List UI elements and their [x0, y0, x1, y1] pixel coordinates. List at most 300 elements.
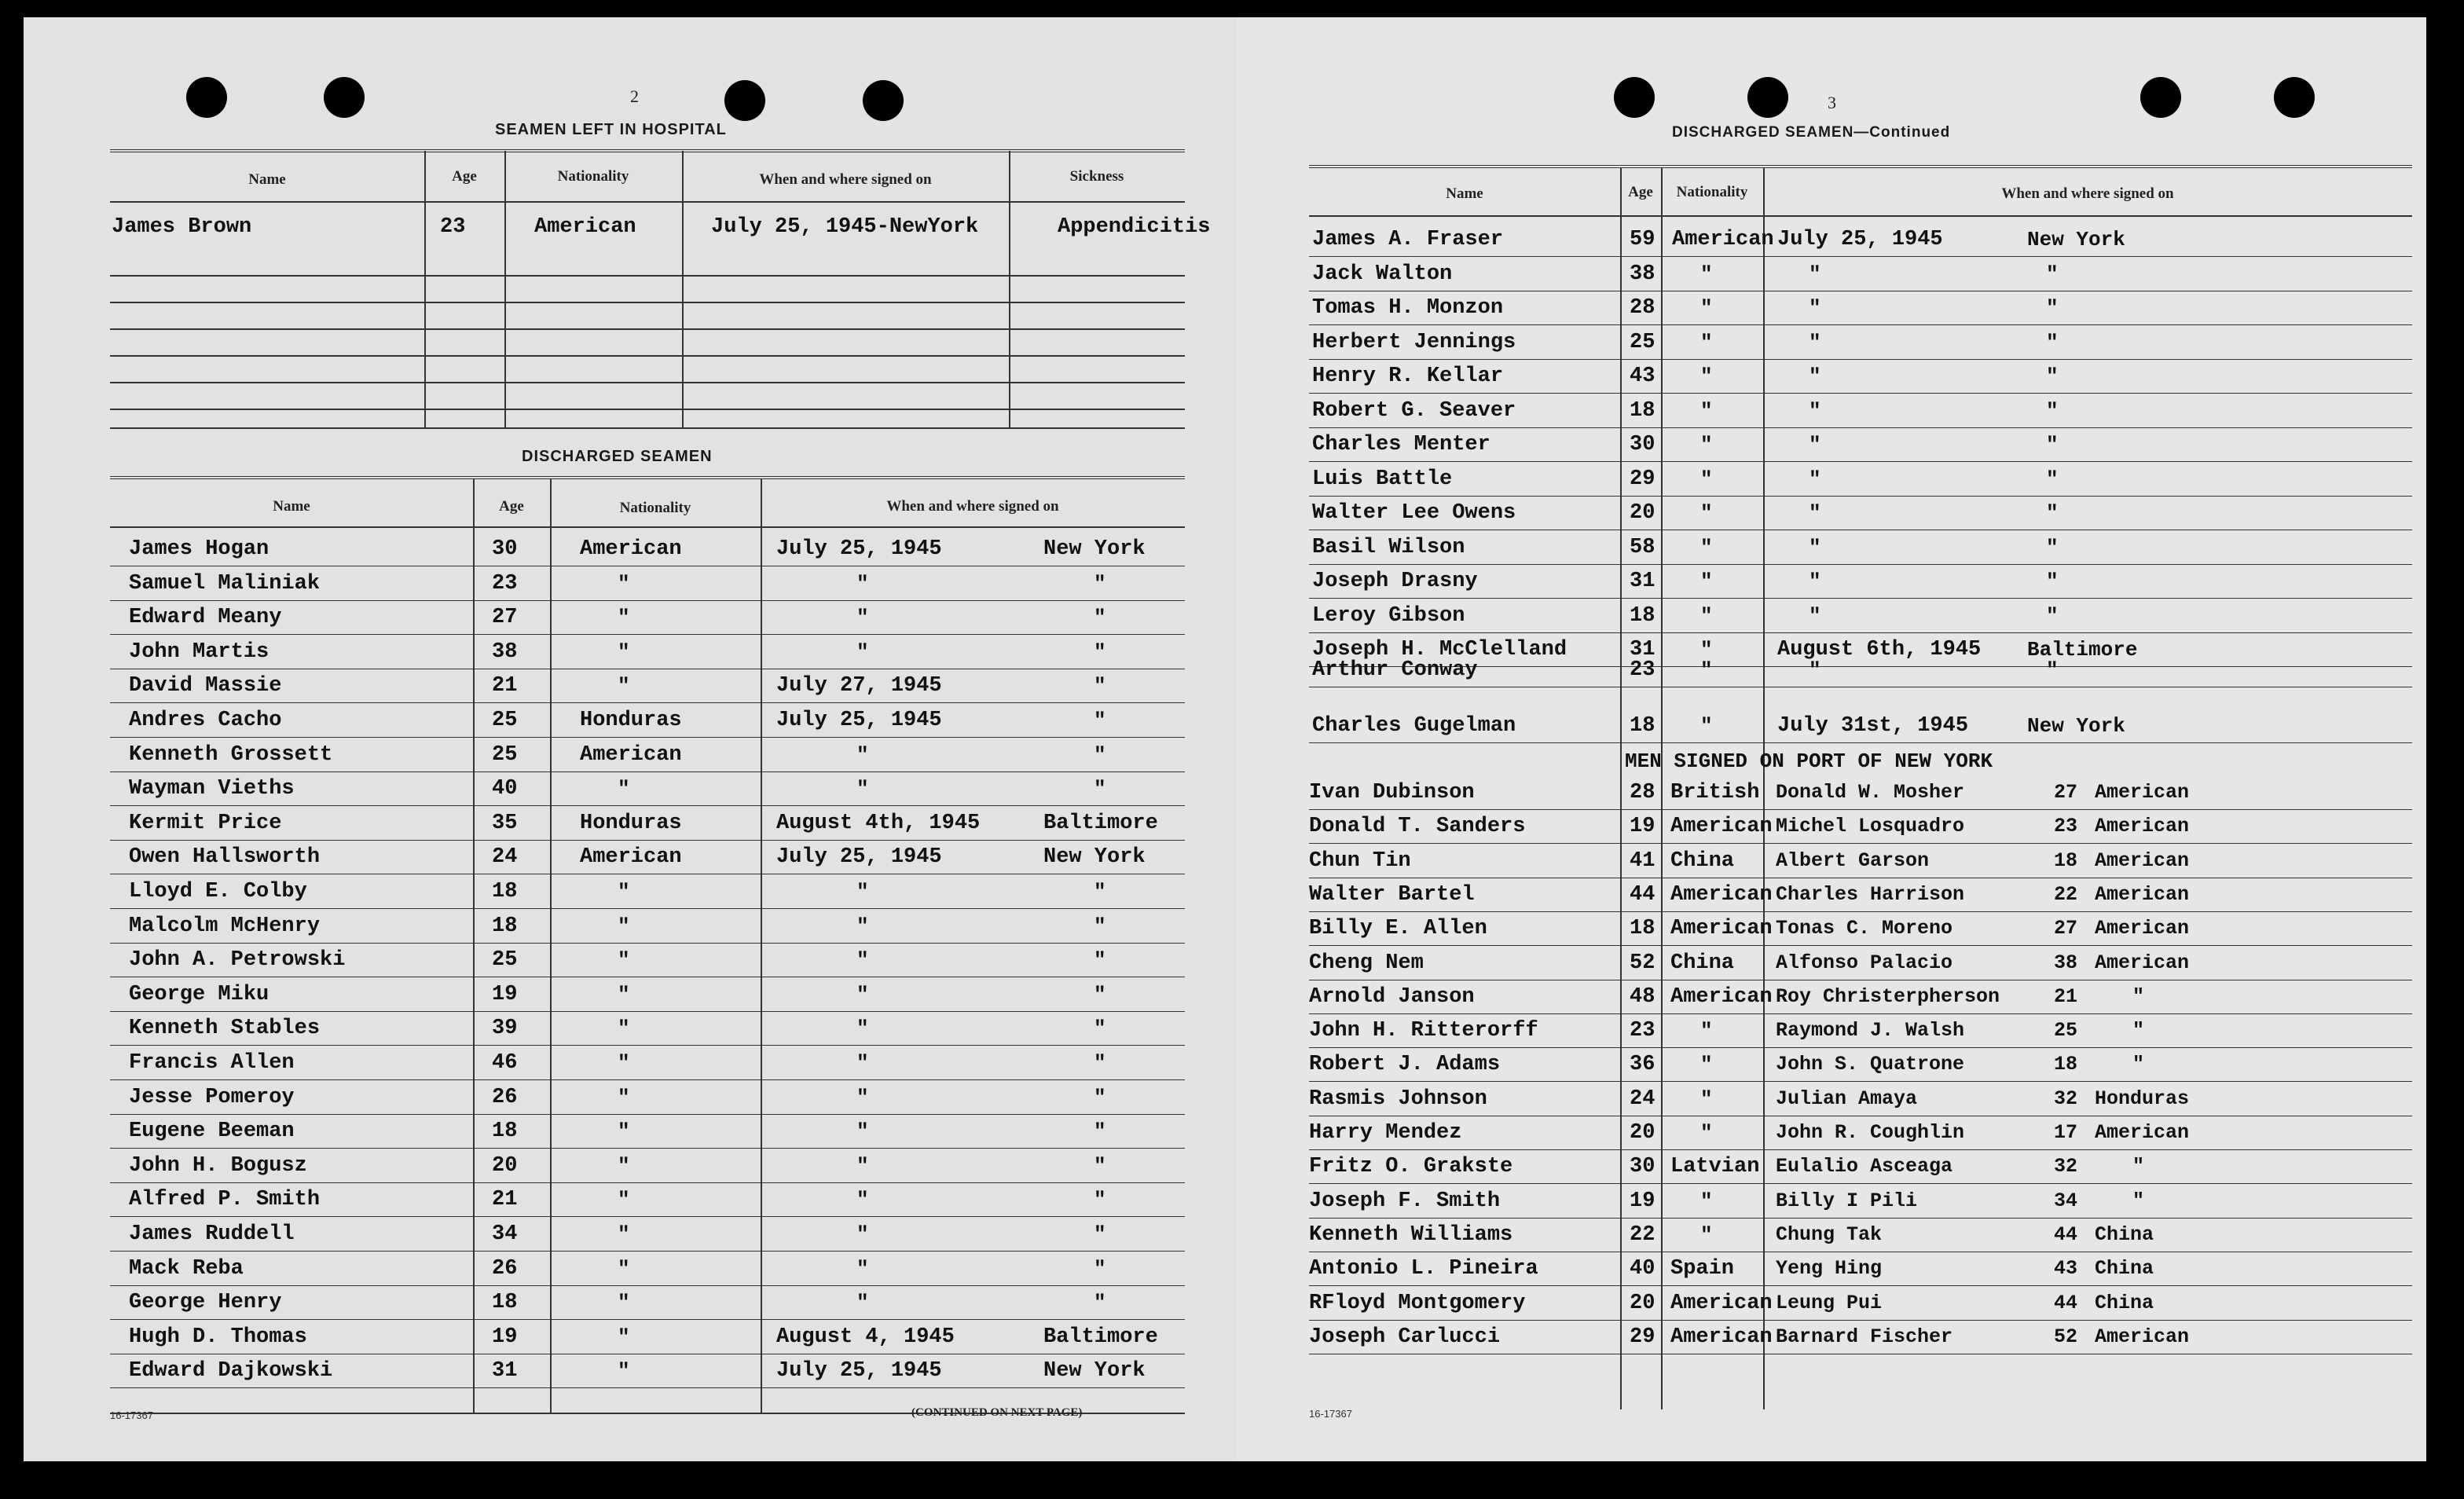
- signed-on-date: July 27, 1945: [776, 674, 942, 698]
- replacement-nationality: ": [2132, 1189, 2145, 1212]
- seaman-nationality: American: [1672, 228, 1774, 251]
- seaman-nationality: ": [618, 640, 630, 664]
- seaman-nationality: ": [1700, 1223, 1713, 1247]
- signed-on-port: ": [2046, 296, 2059, 320]
- replacement-age: 22: [2054, 883, 2078, 906]
- seaman-nationality: ": [618, 880, 630, 903]
- signed-on-port: ": [1094, 948, 1106, 972]
- replacement-age: 18: [2054, 849, 2078, 872]
- table-column-line: [550, 479, 552, 1414]
- replacement-nationality: American: [2095, 951, 2190, 974]
- row-rule: [110, 1011, 1185, 1012]
- replacement-name: Alfonso Palacio: [1776, 951, 1953, 974]
- punch-hole: [724, 80, 765, 121]
- signed-on-date: ": [856, 1154, 869, 1178]
- signed-on-date: ": [856, 1086, 869, 1109]
- seaman-name: Joseph H. McClelland: [1312, 638, 1568, 662]
- replacement-age: 44: [2054, 1223, 2078, 1246]
- seaman-name: John A. Petrowski: [129, 948, 346, 972]
- seaman-nationality: ": [618, 777, 630, 801]
- row-rule: [110, 840, 1185, 841]
- seaman-nationality: ": [1700, 399, 1713, 423]
- replacement-name: Barnard Fischer: [1776, 1325, 1953, 1348]
- signed-on-port: ": [2046, 399, 2059, 423]
- hospital-sickness: Appendicitis: [1058, 215, 1211, 239]
- seaman-age: 35: [492, 812, 518, 835]
- seaman-nationality: ": [1700, 1053, 1713, 1076]
- seaman-nationality: ": [618, 1291, 630, 1314]
- column-header-age: Age: [452, 168, 477, 185]
- seaman-name: Robert G. Seaver: [1312, 399, 1516, 423]
- row-rule: [1309, 1183, 2412, 1184]
- replacement-age: 21: [2054, 985, 2078, 1008]
- row-rule: [1309, 427, 2412, 428]
- seaman-nationality: ": [1700, 658, 1713, 682]
- seaman-nationality: ": [1700, 1189, 1713, 1213]
- replacement-age: 43: [2054, 1257, 2078, 1280]
- replacement-name: Chung Tak: [1776, 1223, 1883, 1246]
- replacement-nationality: ": [2132, 985, 2145, 1008]
- signed-on-port: ": [2046, 604, 2059, 628]
- signed-on-date: August 4, 1945: [776, 1325, 955, 1349]
- signed-on-port: ": [2046, 365, 2059, 388]
- left-page: [24, 17, 1237, 1461]
- replacement-nationality: American: [2095, 781, 2190, 804]
- row-rule: [1309, 1047, 2412, 1048]
- signed-on-date: July 25, 1945: [776, 709, 942, 732]
- seaman-nationality: ": [618, 674, 630, 698]
- seaman-age: 38: [492, 640, 518, 664]
- row-rule: [110, 737, 1185, 738]
- signed-on-port: ": [1094, 640, 1106, 664]
- column-header-signed-on: When and where signed on: [2001, 185, 2174, 202]
- seaman-nationality: ": [618, 1051, 630, 1075]
- table-column-line: [1009, 151, 1010, 429]
- replacement-name: Yeng Hing: [1776, 1257, 1883, 1280]
- table-column-line: [1620, 168, 1622, 1409]
- table-rule: [110, 328, 1185, 330]
- row-rule: [1309, 742, 2412, 743]
- seaman-name: RFloyd Montgomery: [1309, 1292, 1526, 1315]
- table-column-line: [761, 479, 762, 1414]
- seaman-name: John H. Bogusz: [129, 1154, 307, 1178]
- punch-hole: [2140, 77, 2181, 118]
- hospital-section-title: SEAMEN LEFT IN HOSPITAL: [495, 121, 727, 138]
- seaman-name: Kenneth Stables: [129, 1017, 321, 1040]
- seaman-age: 24: [1630, 1087, 1656, 1111]
- seaman-name: Robert J. Adams: [1309, 1053, 1501, 1076]
- seaman-age: 25: [492, 709, 518, 732]
- seaman-age: 18: [1630, 917, 1656, 940]
- row-rule: [1309, 632, 2412, 633]
- table-rule: [1309, 215, 2412, 217]
- seaman-age: 18: [492, 914, 518, 938]
- signed-on-date: ": [1809, 604, 1821, 628]
- row-rule: [1309, 256, 2412, 257]
- seaman-age: 18: [1630, 399, 1656, 423]
- signed-on-port: ": [2046, 262, 2059, 286]
- table-rule: [110, 149, 1185, 152]
- seaman-nationality: ": [618, 1188, 630, 1211]
- replacement-nationality: ": [2132, 1019, 2145, 1042]
- row-rule: [1309, 564, 2412, 565]
- seaman-nationality: ": [1700, 467, 1713, 491]
- signed-on-date: ": [856, 1222, 869, 1246]
- seaman-nationality: American: [1670, 985, 1773, 1009]
- signed-on-date: ": [1809, 296, 1821, 320]
- row-rule: [1309, 1285, 2412, 1286]
- punch-hole: [1614, 77, 1655, 118]
- replacement-nationality: ": [2132, 1155, 2145, 1178]
- seaman-nationality: ": [618, 1017, 630, 1040]
- replacement-age: 27: [2054, 781, 2078, 804]
- seaman-name: Joseph Drasny: [1312, 570, 1478, 593]
- seaman-name: Tomas H. Monzon: [1312, 296, 1504, 320]
- row-rule: [110, 771, 1185, 772]
- table-column-line: [504, 151, 506, 429]
- seaman-name: Samuel Maliniak: [129, 572, 321, 596]
- seaman-name: Herbert Jennings: [1312, 331, 1516, 354]
- seaman-name: Antonio L. Pineira: [1309, 1257, 1538, 1281]
- column-header-name: Name: [273, 498, 310, 515]
- signed-on-date: July 25, 1945: [1777, 228, 1943, 251]
- signed-on-date: ": [856, 983, 869, 1006]
- signed-on-date: ": [1809, 262, 1821, 286]
- replacement-nationality: Honduras: [2095, 1087, 2190, 1110]
- row-rule: [110, 634, 1185, 635]
- signed-on-date: July 25, 1945: [776, 537, 942, 561]
- seaman-name: Cheng Nem: [1309, 951, 1424, 975]
- row-rule: [110, 805, 1185, 806]
- column-header-name: Name: [248, 171, 286, 188]
- seaman-name: Hugh D. Thomas: [129, 1325, 307, 1349]
- seaman-name: Harry Mendez: [1309, 1121, 1462, 1145]
- signed-on-port: New York: [2027, 228, 2125, 251]
- replacement-name: Billy I Pili: [1776, 1189, 1918, 1212]
- seaman-age: 18: [492, 1120, 518, 1143]
- row-rule: [1309, 598, 2412, 599]
- signed-on-date: ": [856, 1017, 869, 1040]
- seaman-age: 19: [492, 1325, 518, 1349]
- seaman-age: 20: [1630, 501, 1656, 525]
- seaman-name: Mack Reba: [129, 1257, 244, 1281]
- punch-hole: [324, 77, 365, 118]
- signed-on-date: ": [1809, 399, 1821, 423]
- replacement-name: Eulalio Asceaga: [1776, 1155, 1953, 1178]
- replacement-nationality: ": [2132, 1053, 2145, 1076]
- seaman-age: 20: [492, 1154, 518, 1178]
- table-column-line: [1763, 168, 1765, 1409]
- signed-on-port: ": [2046, 658, 2059, 682]
- signed-on-date: ": [1809, 658, 1821, 682]
- signed-on-port: ": [1094, 880, 1106, 903]
- replacement-nationality: China: [2095, 1257, 2154, 1280]
- signed-on-date: ": [856, 880, 869, 903]
- signed-on-date: ": [856, 1257, 869, 1281]
- seaman-name: Kenneth Williams: [1309, 1223, 1513, 1247]
- signed-on-port: ": [1094, 1120, 1106, 1143]
- discharged-section-title: DISCHARGED SEAMEN: [522, 448, 713, 465]
- signed-on-port: ": [2046, 467, 2059, 491]
- seaman-nationality: American: [580, 537, 682, 561]
- signed-on-date: ": [1809, 501, 1821, 525]
- seaman-name: Ivan Dubinson: [1309, 781, 1475, 804]
- row-rule: [110, 702, 1185, 703]
- seaman-name: Rasmis Johnson: [1309, 1087, 1487, 1111]
- seaman-nationality: ": [618, 1086, 630, 1109]
- seaman-name: Kermit Price: [129, 812, 282, 835]
- row-rule: [1309, 496, 2412, 497]
- table-column-line: [1661, 168, 1663, 1409]
- signed-on-port: ": [2046, 331, 2059, 354]
- seaman-nationality: ": [618, 948, 630, 972]
- replacement-age: 27: [2054, 917, 2078, 940]
- seaman-age: 31: [1630, 638, 1656, 662]
- seaman-nationality: ": [1700, 714, 1713, 738]
- form-number: 16-17367: [1309, 1408, 1352, 1420]
- replacement-name: Charles Harrison: [1776, 883, 1965, 906]
- seaman-age: 22: [1630, 1223, 1656, 1247]
- seaman-nationality: ": [618, 606, 630, 629]
- seaman-name: Joseph F. Smith: [1309, 1189, 1501, 1213]
- seaman-age: 19: [492, 983, 518, 1006]
- signed-on-date: ": [856, 572, 869, 596]
- row-rule: [110, 1251, 1185, 1252]
- seaman-age: 18: [492, 880, 518, 903]
- seaman-nationality: ": [618, 572, 630, 596]
- seaman-age: 48: [1630, 985, 1656, 1009]
- replacement-nationality: American: [2095, 917, 2190, 940]
- seaman-age: 24: [492, 845, 518, 869]
- seaman-nationality: ": [1700, 296, 1713, 320]
- seaman-age: 25: [1630, 331, 1656, 354]
- signed-on-date: ": [856, 777, 869, 801]
- seaman-nationality: ": [1700, 604, 1713, 628]
- row-rule: [1309, 461, 2412, 462]
- signed-on-date: July 25, 1945: [776, 845, 942, 869]
- seaman-age: 19: [1630, 815, 1656, 838]
- seaman-nationality: ": [1700, 331, 1713, 354]
- seaman-nationality: Spain: [1670, 1257, 1735, 1281]
- table-rule: [1309, 165, 2412, 168]
- punch-hole: [186, 77, 227, 118]
- seaman-name: Eugene Beeman: [129, 1120, 295, 1143]
- seaman-nationality: ": [1700, 1121, 1713, 1145]
- right-page: [1237, 17, 2426, 1461]
- signed-on-port: Baltimore: [1043, 1325, 1158, 1349]
- replacement-nationality: American: [2095, 883, 2190, 906]
- seaman-nationality: ": [618, 1359, 630, 1383]
- replacement-name: Raymond J. Walsh: [1776, 1019, 1965, 1042]
- signed-on-port: ": [1094, 1017, 1106, 1040]
- signed-on-port: ": [1094, 1291, 1106, 1314]
- signed-on-date: ": [856, 640, 869, 664]
- replacement-name: Julian Amaya: [1776, 1087, 1918, 1110]
- signed-on-port: ": [1094, 1188, 1106, 1211]
- hospital-age: 23: [440, 215, 466, 239]
- seaman-age: 30: [492, 537, 518, 561]
- signed-on-port: Baltimore: [1043, 812, 1158, 835]
- column-header-nationality: Nationality: [619, 500, 691, 516]
- replacement-nationality: China: [2095, 1292, 2154, 1314]
- table-rule: [110, 275, 1185, 277]
- replacement-name: Michel Losquadro: [1776, 815, 1965, 837]
- seaman-age: 26: [492, 1257, 518, 1281]
- seaman-age: 41: [1630, 849, 1656, 873]
- signed-on-date: ": [1809, 570, 1821, 593]
- column-header-nationality: Nationality: [1676, 184, 1748, 200]
- signed-on-port: ": [1094, 674, 1106, 698]
- signed-on-port: New York: [1043, 537, 1146, 561]
- signed-on-date: ": [856, 1188, 869, 1211]
- table-rule: [110, 526, 1185, 528]
- row-rule: [1309, 809, 2412, 810]
- seaman-nationality: ": [1700, 1087, 1713, 1111]
- signed-on-port: ": [1094, 1154, 1106, 1178]
- seaman-age: 25: [492, 948, 518, 972]
- column-header-sickness: Sickness: [1069, 168, 1124, 185]
- seaman-nationality: ": [1700, 536, 1713, 559]
- seaman-age: 29: [1630, 1325, 1656, 1349]
- seaman-age: 52: [1630, 951, 1656, 975]
- signed-on-port: ": [1094, 606, 1106, 629]
- replacement-age: 38: [2054, 951, 2078, 974]
- row-rule: [110, 1387, 1185, 1388]
- seaman-name: James Ruddell: [129, 1222, 295, 1246]
- seaman-nationality: American: [580, 743, 682, 767]
- seaman-age: 39: [492, 1017, 518, 1040]
- seaman-age: 46: [492, 1051, 518, 1075]
- seaman-nationality: ": [618, 1120, 630, 1143]
- hospital-name: James Brown: [112, 215, 252, 239]
- row-rule: [110, 1114, 1185, 1115]
- seaman-name: Joseph Carlucci: [1309, 1325, 1501, 1349]
- seaman-age: 28: [1630, 781, 1656, 804]
- signed-on-date: ": [1809, 365, 1821, 388]
- seaman-name: David Massie: [129, 674, 282, 698]
- continued-section-title: DISCHARGED SEAMEN—Continued: [1672, 124, 1951, 141]
- seaman-age: 18: [1630, 714, 1656, 738]
- seaman-nationality: ": [618, 1257, 630, 1281]
- signed-on-port: ": [1094, 1257, 1106, 1281]
- signed-on-date: ": [1809, 467, 1821, 491]
- table-rule: [110, 476, 1185, 479]
- replacement-age: 32: [2054, 1087, 2078, 1110]
- signed-on-date: ": [856, 1051, 869, 1075]
- signed-on-port: ": [2046, 501, 2059, 525]
- seaman-age: 44: [1630, 883, 1656, 907]
- signed-on-date: ": [856, 914, 869, 938]
- seaman-age: 38: [1630, 262, 1656, 286]
- seaman-nationality: ": [1700, 365, 1713, 388]
- seaman-name: John H. Ritterorff: [1309, 1019, 1538, 1043]
- table-column-line: [473, 479, 475, 1414]
- column-header-name: Name: [1446, 185, 1483, 202]
- seaman-age: 31: [492, 1359, 518, 1383]
- signed-on-port: ": [1094, 983, 1106, 1006]
- replacement-name: Roy Christerpherson: [1776, 985, 2000, 1008]
- signed-on-date: July 31st, 1945: [1777, 714, 1969, 738]
- seaman-name: Arthur Conway: [1312, 658, 1478, 682]
- seaman-age: 40: [1630, 1257, 1656, 1281]
- seaman-name: Andres Cacho: [129, 709, 282, 732]
- hospital-nationality: American: [534, 215, 636, 239]
- replacement-age: 34: [2054, 1189, 2078, 1212]
- seaman-nationality: ": [618, 983, 630, 1006]
- seaman-nationality: China: [1670, 849, 1735, 873]
- seaman-name: Basil Wilson: [1312, 536, 1465, 559]
- signed-on-date: August 4th, 1945: [776, 812, 981, 835]
- seaman-name: Billy E. Allen: [1309, 917, 1487, 940]
- signed-on-port: New York: [1043, 1359, 1146, 1383]
- signed-on-port: ": [1094, 709, 1106, 732]
- seaman-name: Luis Battle: [1312, 467, 1453, 491]
- seaman-age: 58: [1630, 536, 1656, 559]
- replacement-name: Albert Garson: [1776, 849, 1930, 872]
- seaman-age: 21: [492, 1188, 518, 1211]
- replacement-nationality: American: [2095, 815, 2190, 837]
- seaman-nationality: ": [618, 1222, 630, 1246]
- table-column-line: [424, 151, 426, 429]
- replacement-age: 18: [2054, 1053, 2078, 1076]
- signed-on-port: ": [2046, 433, 2059, 456]
- seaman-nationality: American: [1670, 883, 1773, 907]
- seaman-name: Chun Tin: [1309, 849, 1411, 873]
- signed-on-port: ": [1094, 1051, 1106, 1075]
- hospital-signed-on: July 25, 1945-NewYork: [711, 215, 979, 239]
- seaman-name: Charles Gugelman: [1312, 714, 1516, 738]
- replacement-nationality: China: [2095, 1223, 2154, 1246]
- row-rule: [1309, 945, 2412, 946]
- row-rule: [110, 943, 1185, 944]
- signed-on-port: ": [1094, 777, 1106, 801]
- seaman-age: 21: [492, 674, 518, 698]
- row-rule: [110, 1285, 1185, 1286]
- replacement-age: 44: [2054, 1292, 2078, 1314]
- seaman-name: James A. Fraser: [1312, 228, 1504, 251]
- seaman-name: Wayman Vieths: [129, 777, 295, 801]
- section-note: MEN SIGNED ON PORT OF NEW YORK: [1625, 750, 1993, 773]
- signed-on-date: July 25, 1945: [776, 1359, 942, 1383]
- replacement-name: John S. Quatrone: [1776, 1053, 1965, 1076]
- seaman-name: Charles Menter: [1312, 433, 1490, 456]
- row-rule: [110, 600, 1185, 601]
- signed-on-date: ": [856, 606, 869, 629]
- form-number: 16-17367: [110, 1409, 153, 1421]
- signed-on-port: ": [1094, 1086, 1106, 1109]
- punch-hole: [1747, 77, 1788, 118]
- signed-on-date: ": [1809, 331, 1821, 354]
- seaman-age: 36: [1630, 1053, 1656, 1076]
- seaman-age: 43: [1630, 365, 1656, 388]
- table-rule: [110, 409, 1185, 410]
- row-rule: [110, 1079, 1185, 1080]
- signed-on-port: ": [1094, 1222, 1106, 1246]
- seaman-name: Malcolm McHenry: [129, 914, 321, 938]
- seaman-nationality: ": [1700, 262, 1713, 286]
- seaman-name: Jesse Pomeroy: [129, 1086, 295, 1109]
- seaman-name: George Miku: [129, 983, 270, 1006]
- signed-on-port: New York: [2027, 714, 2125, 738]
- row-rule: [1309, 1149, 2412, 1150]
- signed-on-port: ": [2046, 570, 2059, 593]
- seaman-nationality: ": [1700, 638, 1713, 662]
- seaman-name: Edward Dajkowski: [129, 1359, 333, 1383]
- seaman-name: Alfred P. Smith: [129, 1188, 321, 1211]
- seaman-name: Walter Bartel: [1309, 883, 1475, 907]
- seaman-name: James Hogan: [129, 537, 270, 561]
- signed-on-port: Baltimore: [2027, 638, 2138, 662]
